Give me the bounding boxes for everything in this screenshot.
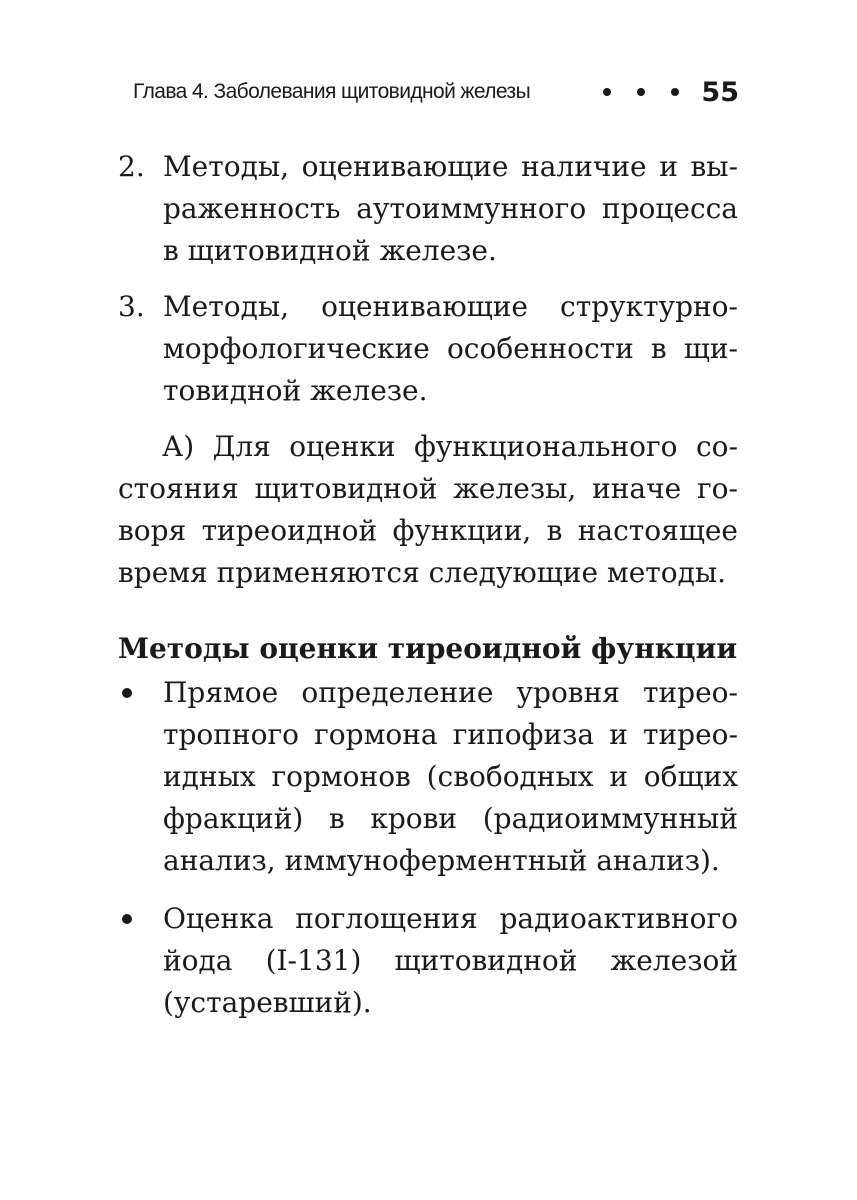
bullet-text: Прямое определение уровня тиреотропного гормона гипофиза и тиреоидных гормонов (свободных и общих фракций) в крови (радиоиммунный анализ, иммуноферментный анализ). [163, 676, 738, 877]
dot-icon [603, 88, 611, 96]
dot-icon [637, 88, 645, 96]
item-number: 2. [118, 150, 145, 183]
item-text: Методы, оценивающие структурно-морфологические особенности в щитовидной железе. [163, 290, 738, 407]
section-subheading: Методы оценки тиреоидной функции [118, 632, 738, 665]
bullet-icon [118, 898, 163, 1024]
numbered-item [118, 146, 738, 272]
bullet-text: Оценка поглощения радиоактивного йода (I-131) щитовидной железой (устаревший). [163, 902, 738, 1019]
item-text: Методы, оценивающие наличие и выраженность аутоиммунного процесса в щитовидной железе. [163, 150, 738, 267]
bullet-item [118, 898, 738, 1024]
numbered-item [118, 286, 738, 412]
item-number: 3. [118, 290, 145, 323]
page-number: 55 [701, 76, 739, 108]
header-dots [603, 88, 679, 96]
bullet-icon [118, 672, 163, 882]
running-header [133, 72, 739, 112]
body-paragraph: А) Для оценки функционального состояния щитовидной железы, иначе говоря тиреоидной функции, в настоящее время применяются следующие методы. [118, 430, 738, 589]
page-body [118, 146, 738, 1040]
dot-icon [671, 88, 679, 96]
chapter-title: Глава 4. Заболевания щитовидной железы [133, 80, 531, 103]
bullet-item [118, 672, 738, 882]
